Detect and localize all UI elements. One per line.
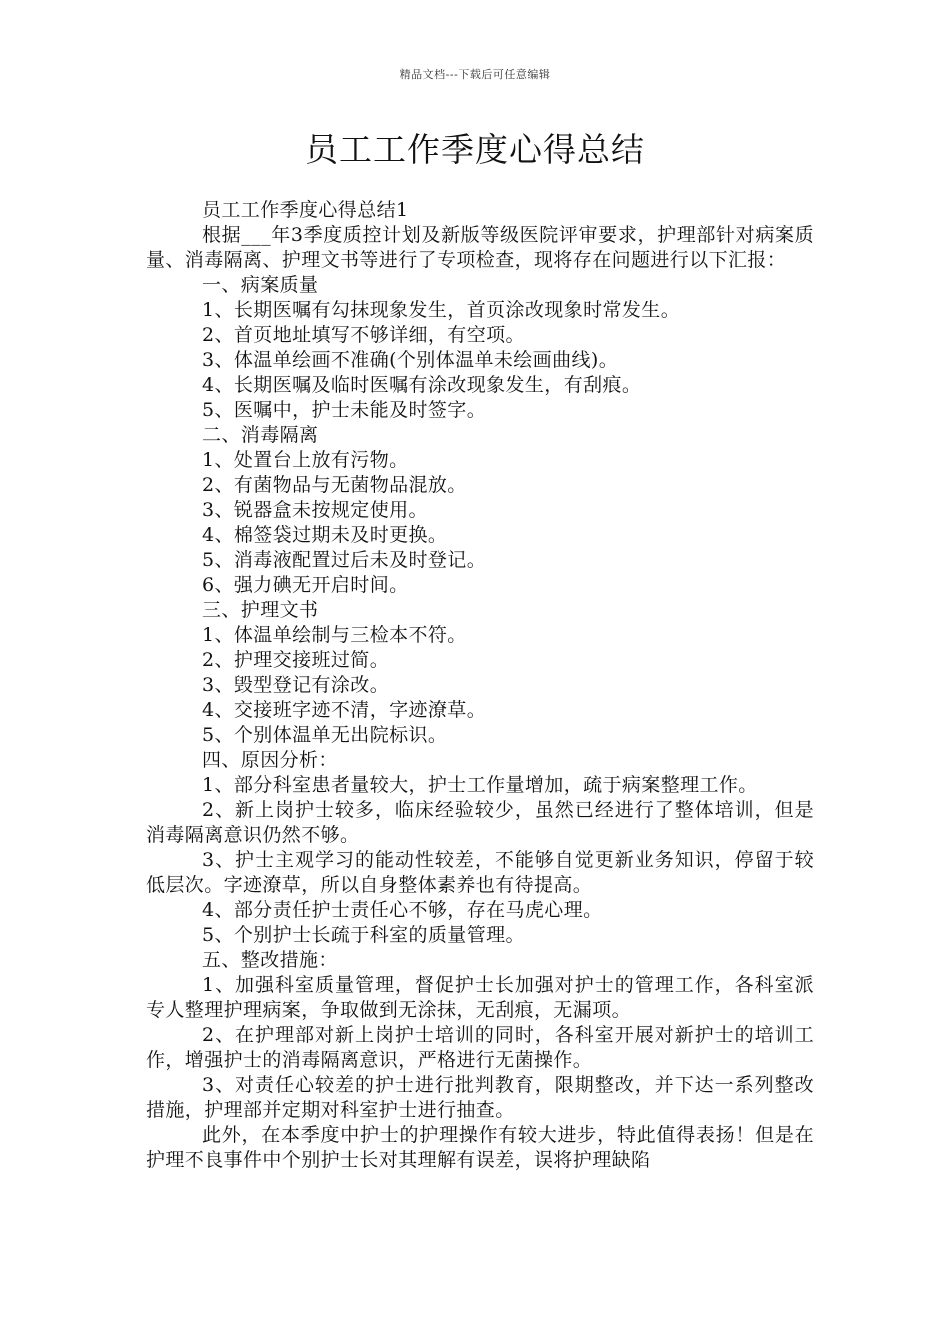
- list-item: 4、部分责任护士责任心不够，存在马虎心理。: [202, 899, 603, 921]
- section-heading: 二、消毒隔离: [202, 424, 319, 446]
- list-item: 5、个别护士长疏于科室的质量管理。: [202, 924, 525, 946]
- list-item: 3、体温单绘画不准确(个别体温单未绘画曲线)。: [202, 349, 619, 371]
- document-title: 员工工作季度心得总结: [305, 130, 645, 169]
- list-item: 1、长期医嘱有勾抹现象发生，首页涂改现象时常发生。: [202, 299, 681, 321]
- list-item: 3、护士主观学习的能动性较差，不能够自觉更新业务知识，停留于较低层次。字迹潦草，所以自身整体素养也有待提高。: [146, 849, 814, 896]
- list-item: 2、新上岗护士较多，临床经验较少，虽然已经进行了整体培训，但是消毒隔离意识仍然不够。: [146, 799, 814, 846]
- header-note: 精品文档---下载后可任意编辑: [399, 68, 551, 81]
- section-heading: 五、整改措施：: [202, 949, 338, 971]
- list-item: 1、加强科室质量管理，督促护士长加强对护士的管理工作，各科室派专人整理护理病案，争取做到无涂抹，无刮痕，无漏项。: [146, 974, 814, 1021]
- list-item: 3、锐器盒未按规定使用。: [202, 499, 428, 521]
- list-item: 6、强力碘无开启时间。: [202, 574, 409, 596]
- list-item: 1、处置台上放有污物。: [202, 449, 409, 471]
- list-item: 1、体温单绘制与三检本不符。: [202, 624, 467, 646]
- list-item: 2、在护理部对新上岗护士培训的同时，各科室开展对新护士的培训工作，增强护士的消毒隔离意识，严格进行无菌操作。: [146, 1024, 814, 1071]
- section-heading: 一、病案质量: [202, 274, 319, 296]
- list-item: 5、个别体温单无出院标识。: [202, 724, 448, 746]
- closing-paragraph: 此外，在本季度中护士的护理操作有较大进步，特此值得表扬！但是在护理不良事件中个别护士长对其理解有误差，误将护理缺陷: [146, 1124, 814, 1171]
- list-item: 1、部分科室患者量较大，护士工作量增加，疏于病案整理工作。: [202, 774, 758, 796]
- section-heading: 四、原因分析：: [202, 749, 338, 771]
- list-item: 2、首页地址填写不够详细，有空项。: [202, 324, 525, 346]
- intro-paragraph: 根据___年3季度质控计划及新版等级医院评审要求，护理部针对病案质量、消毒隔离、护理文书等进行了专项检查，现将存在问题进行以下汇报：: [146, 224, 814, 271]
- list-item: 3、对责任心较差的护士进行批判教育，限期整改，并下达一系列整改措施，护理部并定期对科室护士进行抽查。: [146, 1074, 814, 1121]
- section-heading: 三、护理文书: [202, 599, 319, 621]
- list-item: 4、长期医嘱及临时医嘱有涂改现象发生，有刮痕。: [202, 374, 642, 396]
- list-item: 3、毁型登记有涂改。: [202, 674, 390, 696]
- section-subtitle: 员工工作季度心得总结1: [202, 199, 409, 221]
- list-item: 5、医嘱中，护士未能及时签字。: [202, 399, 487, 421]
- document-body: [146, 198, 814, 1173]
- list-item: 2、有菌物品与无菌物品混放。: [202, 474, 467, 496]
- list-item: 4、棉签袋过期未及时更换。: [202, 524, 448, 546]
- list-item: 2、护理交接班过简。: [202, 649, 390, 671]
- list-item: 5、消毒液配置过后未及时登记。: [202, 549, 487, 571]
- list-item: 4、交接班字迹不清，字迹潦草。: [202, 699, 487, 721]
